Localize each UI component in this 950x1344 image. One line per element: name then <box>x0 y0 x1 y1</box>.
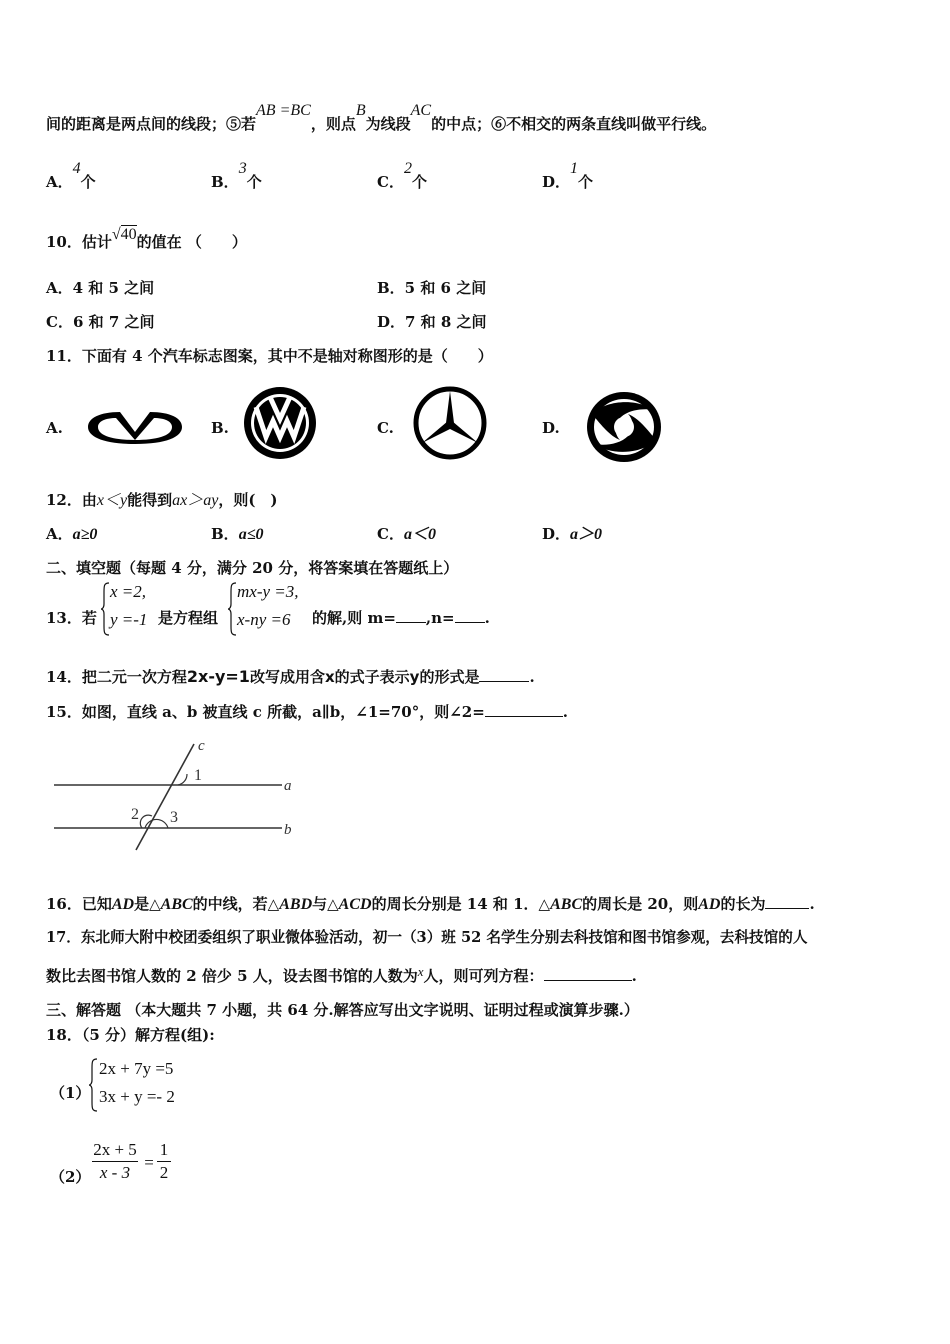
volkswagen-logo-icon <box>240 385 320 461</box>
q13-brace-left-icon <box>100 582 110 636</box>
sqrt-expression <box>112 225 137 245</box>
q18-system-eq-2: 3x + y =- 2 <box>99 1087 175 1106</box>
q18-stem: 18．（5 分）解方程(组): <box>46 1026 215 1044</box>
q11-option-b[interactable]: B. <box>211 419 229 437</box>
q18-equals: = <box>144 1153 154 1172</box>
section-3-heading: 三、解答题 （本大题共 7 小题，共 64 分.解答应写出文字说明、证明过程或演算步骤.） <box>46 1001 639 1019</box>
q18-fraction-left <box>92 1140 138 1183</box>
q10-radicand: 40 <box>120 226 137 243</box>
q9-option-b[interactable]: B．3个 <box>211 160 262 191</box>
q12-condition-2: ax＞ay <box>172 492 219 509</box>
q17-line-2: 数比去图书馆人数的 2 倍少 5 人，设去图书馆的人数为x人，则可列方程： . <box>46 964 637 985</box>
q14-stem: 14．把二元一次方程2x-y=1改写成用含x的式子表示y的形式是 . <box>46 667 535 686</box>
q10-option-c[interactable]: C．6 和 7 之间 <box>46 313 155 331</box>
radical-sign-icon: √ <box>111 226 121 243</box>
q11-option-d[interactable]: D. <box>542 419 560 437</box>
q18-numerator: 2x + 5 <box>93 1140 137 1159</box>
q9-line <box>46 102 717 135</box>
q9-option-d[interactable]: D．1个 <box>542 160 594 191</box>
q9-option-d-num: 1 <box>570 160 579 177</box>
label-1: 1 <box>194 767 202 784</box>
q11-stem: 11．下面有 4 个汽车标志图案，其中不是轴对称图形的是（ ） <box>46 347 493 365</box>
q12-option-a[interactable]: A．a≥0 <box>46 525 98 543</box>
section-2-heading: 二、填空题（每题 4 分，满分 20 分，将答案填在答题纸上） <box>46 559 459 577</box>
q14-answer-blank[interactable] <box>479 667 529 682</box>
mercedes-logo-icon <box>410 385 490 461</box>
q13-brace-right-icon <box>227 582 237 636</box>
q18-fraction-right: 1 2 <box>157 1140 171 1183</box>
q13-equation-2: x-ny =6 <box>237 610 291 629</box>
q9-seg-ac: AC <box>410 102 432 119</box>
q10-stem: 10．估计√40的值在 （ ） <box>46 226 247 251</box>
q10-option-d[interactable]: D．7 和 8 之间 <box>377 313 487 331</box>
q13-prefix: 13．若 <box>46 609 97 627</box>
label-a: a <box>284 778 292 794</box>
q11-option-a[interactable]: A. <box>46 419 63 437</box>
q9-text-c: 为线段 <box>365 115 411 133</box>
q9-option-a[interactable]: A．4个 <box>46 160 96 191</box>
q15-figure <box>50 736 310 856</box>
label-c: c <box>198 738 205 754</box>
q10-option-a[interactable]: A．4 和 5 之间 <box>46 279 155 297</box>
q15-stem: 15．如图，直线 a、b 被直线 c 所截，a∥b，∠1=70°，则∠2= . <box>46 703 569 721</box>
q9-option-a-num: 4 <box>72 160 81 177</box>
label-3: 3 <box>170 809 178 826</box>
q13-equation-1: mx-y =3, <box>237 582 299 601</box>
line-c <box>136 744 194 850</box>
q9-option-c-num: 2 <box>403 160 412 177</box>
q16-answer-blank[interactable] <box>765 894 809 909</box>
dongfeng-logo-icon <box>584 390 664 464</box>
q9-text-a: 间的距离是两点间的线段；⑤若 <box>46 115 257 133</box>
q9-option-b-num: 3 <box>238 160 247 177</box>
q17-answer-blank[interactable] <box>544 966 632 981</box>
q18-brace-icon <box>88 1058 98 1112</box>
q13-suffix: 的解,则 m= ,n= . <box>312 609 490 627</box>
q10-option-b[interactable]: B．5 和 6 之间 <box>377 279 487 297</box>
q12-option-c[interactable]: C．a＜0 <box>377 525 436 543</box>
label-b: b <box>284 822 292 838</box>
q18-part2-label: （2） <box>50 1168 91 1186</box>
infiniti-logo-icon <box>84 402 186 450</box>
q9-text-b: ，则点 <box>310 115 356 133</box>
q9-option-c[interactable]: C．2个 <box>377 160 427 191</box>
q15-answer-blank[interactable] <box>485 702 563 717</box>
label-2: 2 <box>131 806 139 823</box>
q13-blank-m[interactable] <box>396 608 426 623</box>
angle-1-arc <box>178 774 187 785</box>
q13-blank-n[interactable] <box>455 608 485 623</box>
q12-condition-1: x＜y <box>96 492 128 509</box>
q12-option-d[interactable]: D．a＞0 <box>542 525 603 543</box>
q13-solution-x: x =2, <box>110 582 147 601</box>
q18-denominator: x - 3 <box>99 1163 131 1182</box>
q13-solution-y: y =-1 <box>110 610 148 629</box>
q18-system-eq-1: 2x + 7y =5 <box>99 1059 174 1078</box>
q11-option-c[interactable]: C. <box>377 419 394 437</box>
q9-text-d: 的中点；⑥不相交的两条直线叫做平行线。 <box>431 115 717 133</box>
q13-mid: 是方程组 <box>158 609 219 627</box>
q9-point-b: B <box>355 102 366 119</box>
q18-part1-label: （1） <box>50 1084 91 1102</box>
q16-stem: 16．已知AD是△ABC的中线，若△ABD与△ACD的周长分别是 14 和 1．△ABC的周长是 20，则AD的长为 . <box>46 895 815 913</box>
q9-expr-ab-bc: AB =BC <box>256 102 311 119</box>
q14-equation: 2x-y=1 <box>186 667 250 686</box>
q12-stem: 12．由x＜y能得到ax＞ay，则( ) <box>46 491 278 509</box>
q17-line-1: 17．东北师大附中校团委组织了职业微体验活动，初一（3）班 52 名学生分别去科技馆和图书馆参观，去科技馆的人 <box>46 929 808 946</box>
q12-option-b[interactable]: B．a≤0 <box>211 525 264 543</box>
